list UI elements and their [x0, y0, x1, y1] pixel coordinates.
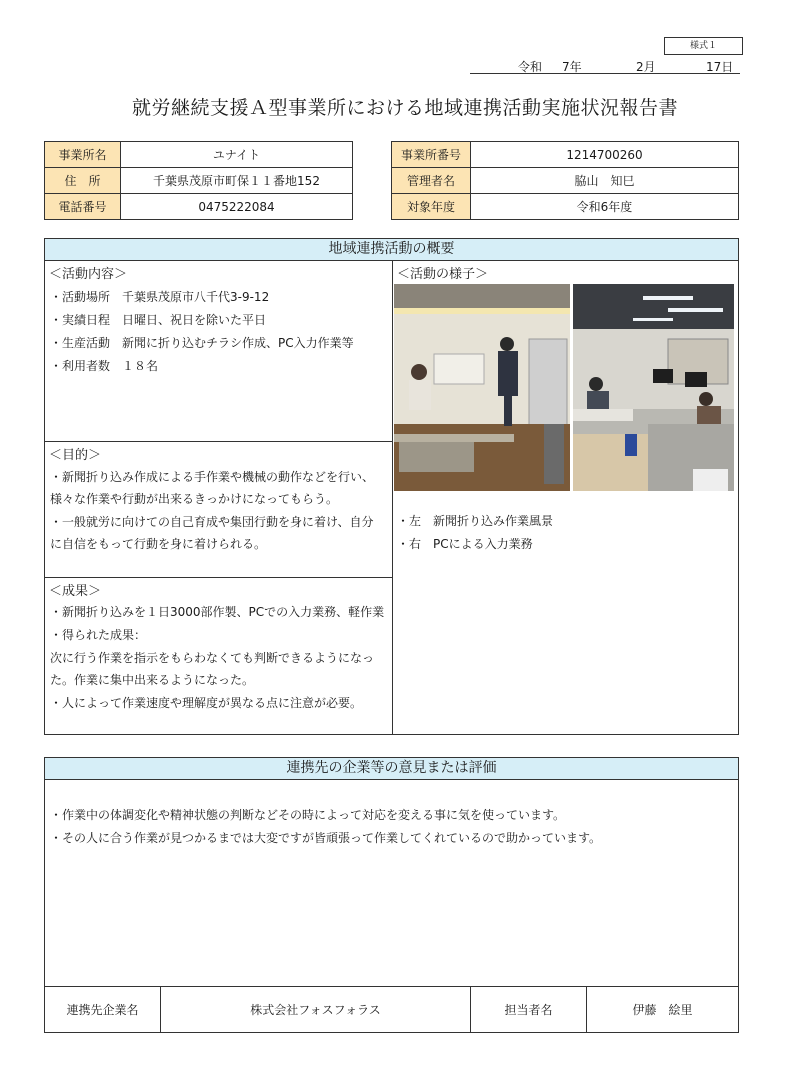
photo-insert-work	[394, 284, 570, 491]
label-office-number: 事業所番号	[392, 142, 471, 168]
content-heading: ＜活動内容＞	[49, 267, 128, 282]
label-manager: 管理者名	[392, 168, 471, 194]
office-info-right	[391, 141, 739, 220]
partner-company-table	[44, 986, 739, 1033]
date-year: 7年	[562, 60, 582, 74]
results-line: た。作業に集中出来るようになった。	[50, 673, 255, 687]
value-office-name: ユナイト	[121, 142, 353, 168]
content-line: ・活動場所 千葉県茂原市八千代3-9-12	[50, 290, 270, 304]
company-label: 連携先企業名	[45, 987, 161, 1033]
results-line: ・人によって作業速度や理解度が異なる点に注意が必要。	[50, 696, 363, 710]
company-value: 株式会社フォスフォラス	[161, 987, 471, 1033]
overview-section	[44, 238, 739, 735]
value-phone: 0475222084	[121, 194, 353, 220]
results-line: ・得られた成果：	[50, 628, 147, 642]
overview-divider	[392, 261, 393, 734]
purpose-heading: ＜目的＞	[49, 448, 102, 463]
results-heading: ＜成果＞	[49, 584, 102, 599]
label-fiscal-year: 対象年度	[392, 194, 471, 220]
report-date	[470, 58, 740, 74]
overview-header: 地域連携活動の概要	[45, 239, 738, 261]
purpose-line: ・新聞折り込み作成による手作業や機械の動作などを行い、	[50, 470, 375, 484]
evaluation-header: 連携先の企業等の意見または評価	[45, 758, 738, 780]
person-label: 担当者名	[471, 987, 587, 1033]
content-line: ・実績日程 日曜日、祝日を除いた平日	[50, 313, 267, 327]
purpose-line: ・一般就労に向けての自己育成や集団行動を身に着け、自分	[50, 515, 374, 529]
photo-caption-left: ・左 新聞折り込み作業風景	[397, 514, 554, 528]
purpose-line: 様々な作業や行動が出来るきっかけになってもらう。	[50, 492, 339, 506]
value-address: 千葉県茂原市町保１１番地152	[121, 168, 353, 194]
content-line: ・利用者数 １８名	[50, 359, 159, 373]
form-number: 様式１	[664, 37, 743, 55]
content-line: ・生産活動 新聞に折り込むチラシ作成、PC入力作業等	[50, 336, 354, 350]
date-era: 令和	[518, 60, 543, 74]
evaluation-line: ・その人に合う作業が見つかるまでは大変ですが皆頑張って作業してくれているので助かっています。	[50, 831, 602, 845]
label-phone: 電話番号	[45, 194, 121, 220]
value-fiscal-year: 令和6年度	[471, 194, 739, 220]
label-office-name: 事業所名	[45, 142, 121, 168]
person-value: 伊藤 絵里	[587, 987, 739, 1033]
value-office-number: 1214700260	[471, 142, 739, 168]
evaluation-line: ・作業中の体調変化や精神状態の判断などその時によって対応を変える事に気を使っています。	[50, 808, 566, 822]
purpose-line: に自信をもって行動を身に着けられる。	[50, 537, 267, 551]
results-line: 次に行う作業を指示をもらわなくても判断できるようになっ	[50, 651, 375, 665]
photo-pc-work	[573, 284, 734, 491]
results-line: ・新聞折り込みを１日3000部作製、PCでの入力業務、軽作業	[50, 605, 385, 619]
photo-caption-right: ・右 PCによる入力業務	[397, 537, 533, 551]
office-info-left	[44, 141, 353, 220]
date-month: 2月	[636, 60, 656, 74]
value-manager: 脇山 知巳	[471, 168, 739, 194]
purpose-results-divider	[45, 577, 392, 578]
label-address: 住 所	[45, 168, 121, 194]
scene-heading: ＜活動の様子＞	[397, 267, 489, 282]
content-purpose-divider	[45, 441, 392, 442]
date-day: 17日	[706, 60, 734, 74]
document-title: 就労継続支援Ａ型事業所における地域連携活動実施状況報告書	[131, 97, 678, 119]
